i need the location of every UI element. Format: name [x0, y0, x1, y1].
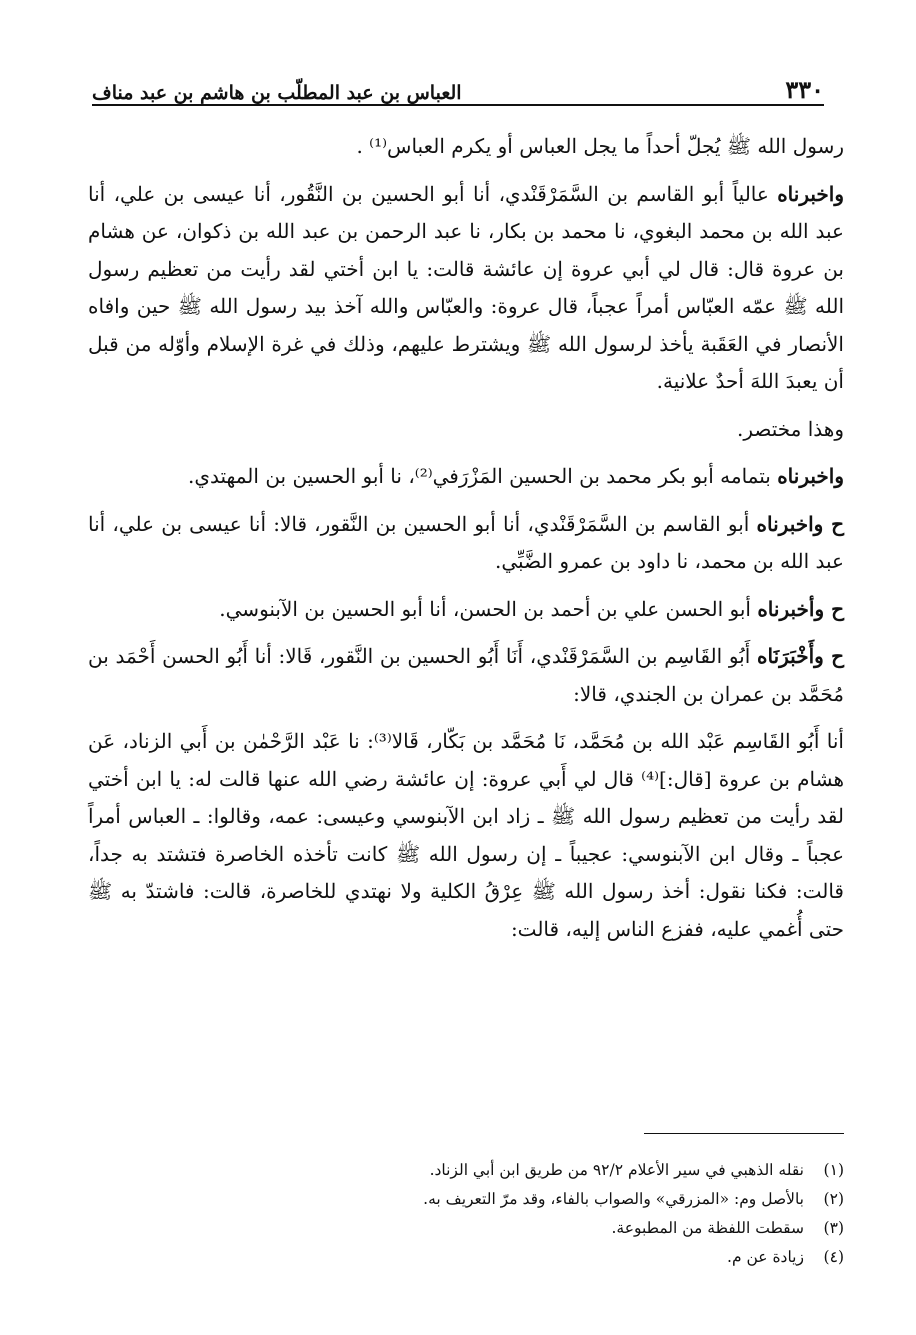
footnote-text: سقطت اللفظة من المطبوعة.: [611, 1219, 804, 1237]
running-title: العباس بن عبد المطلّب بن هاشم بن عبد مناف: [92, 82, 462, 104]
footnote: [88, 1214, 844, 1243]
footnote-text: زيادة عن م.: [727, 1248, 804, 1266]
footnote-text: بالأصل وم: «المزرقي» والصواب بالفاء، وقد مرّ التعريف به.: [423, 1190, 804, 1208]
footnote-number: (٤): [823, 1248, 844, 1266]
main-text: [88, 128, 844, 948]
paragraph-lead: ح وأَخْبَرَنَاه: [757, 644, 844, 668]
footnote: [88, 1243, 844, 1272]
paragraph: أنا أَبُو القَاسِم عَبْد الله بن مُحَمَّد، نَا مُحَمَّد بن بَكّار، قَالا⁽³⁾: نا عَبْد الرَّحْمٰن بن أَبي الزناد، عَن هشام بن عروة [قال:]⁽⁴⁾ قال لي أَبي عروة: إن عائشة رضي الله عنها قالت له: يا ابن أختي لقد رأيت من تعظيم رسول الله ﷺ ـ زاد ابن الآبنوسي وعيسى: عمه، وقالوا: ـ العباس أمراً عجباً ـ وقال ابن الآبنوسي: عجيباً ـ إن رسول الله ﷺ كانت تأخذه الخاصرة فتشتد به جداً، قالت: فكنا نقول: أخذ رسول الله ﷺ عِرْقُ الكلية ولا نهتدي للخاصرة، قالت: فاشتدّ به ﷺ حتى أُغمي عليه، ففزع الناس إليه، قالت:: [88, 729, 844, 941]
paragraph: ح واخبرناه أبو القاسم بن السَّمَرْقَنْدي، أنا أبو الحسين بن النَّقور، قالا: أنا عيسى بن علي، أنا عبد الله بن محمد، نا داود بن عمرو الضَّبِّي.: [88, 511, 844, 573]
footnote-number: (٢): [823, 1190, 844, 1208]
footnote-number: (٣): [823, 1219, 844, 1237]
footnote: [88, 1156, 844, 1185]
footnotes: [88, 1156, 844, 1272]
paragraph: واخبرناه بتمامه أبو بكر محمد بن الحسين المَزْرَفي⁽²⁾، نا أبو الحسين بن المهتدي.: [187, 464, 844, 488]
running-header: [92, 60, 824, 104]
header-rule: [92, 104, 824, 106]
footnote-text: نقله الذهبي في سير الأعلام ٩٢/٢ من طريق ابن أبي الزناد.: [429, 1161, 804, 1179]
paragraph: ح وأخبرناه أبو الحسن علي بن أحمد بن الحسن، أنا أبو الحسين بن الآبنوسي.: [219, 596, 844, 621]
footnote-rule: [644, 1133, 844, 1134]
paragraph: وهذا مختصر.: [736, 416, 844, 441]
paragraph: ح وأَخْبَرَنَاه أَبُو القَاسِم بن السَّمَرْقَنْدي، أَنَا أَبُو الحسين بن النَّقور، قَالا: أنا أَبُو الحسن أَحْمَد بن مُحَمَّد بن عمران بن الجندي، قالا:: [88, 644, 844, 706]
page-number: ٣٣٠: [785, 75, 824, 104]
paragraph-lead: ح واخبرناه: [756, 511, 844, 536]
paragraph: واخبرناه عالياً أبو القاسم بن السَّمَرْقَنْدي، أنا أبو الحسين بن النَّقُور، أنا عيسى بن علي، أنا عبد الله بن محمد البغوي، نا محمد بن بكار، نا عبد الرحمن بن عبد الله بن ذكوان، عن هشام بن عروة قال: قال لي أبي عروة إن عائشة قالت: يا ابن أختي لقد رأيت من تعظيم رسول الله ﷺ عمّه العبّاس أمراً عجباً، قال عروة: والعبّاس والله آخذ بيد رسول الله ﷺ حين وافاه الأنصار في العَقَبة يأخذ لرسول الله ﷺ ويشترط عليهم، وذلك في غرة الإسلام وأوّله من قبل أن يعبدَ اللهَ أحدٌ علانية.: [88, 181, 844, 393]
footnote: [88, 1185, 844, 1214]
paragraph-lead: واخبرناه: [777, 181, 844, 206]
paragraph: رسول الله ﷺ يُجلّ أحداً ما يجل العباس أو يكرم العباس⁽¹⁾ .: [356, 134, 844, 158]
paragraph-lead: واخبرناه: [777, 464, 844, 488]
footnote-number: (١): [823, 1161, 844, 1179]
paragraph-lead: ح وأخبرناه: [757, 596, 844, 621]
